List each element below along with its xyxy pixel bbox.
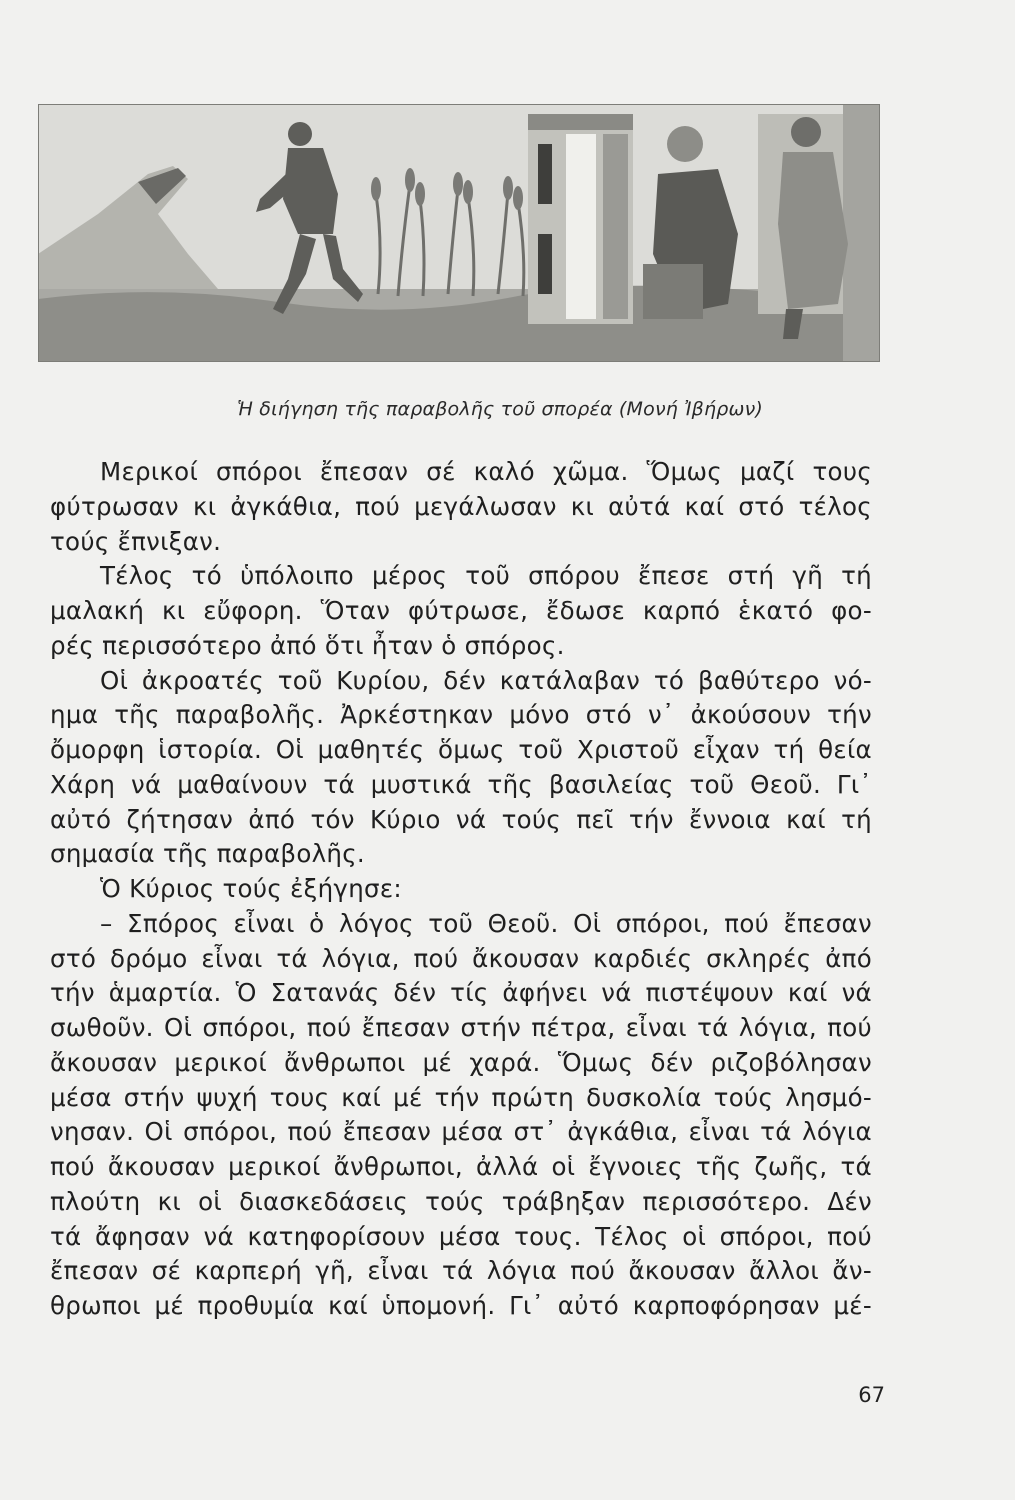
text-line: Οἱ ἀκροατές τοῦ Κυρίου, δέν κατάλαβαν τό βαθύτερο νό- [100, 665, 872, 695]
text-line: νησαν. Οἱ σπόροι, πού ἔπεσαν μέσα στ᾽ ἀγκάθια, εἶναι τά λόγια [50, 1117, 872, 1147]
text-line: αὐτό ζήτησαν ἀπό τόν Κύριο νά τούς πεῖ τήν ἔννοια καί τή [50, 804, 872, 834]
text-line: φύτρωσαν κι ἀγκάθια, πού μεγάλωσαν κι αὐτά καί στό τέλος [50, 491, 872, 521]
text-line: σωθοῦν. Οἱ σπόροι, πού ἔπεσαν στήν πέτρα, εἶναι τά λόγια, πού [50, 1013, 872, 1042]
text-line: Μερικοί σπόροι ἔπεσαν σέ καλό χῶμα. Ὅμως μαζί τους [100, 457, 872, 486]
text-line: Τέλος τό ὑπόλοιπο μέρος τοῦ σπόρου ἔπεσε στή γῆ τή [100, 561, 872, 591]
text-line: σημασία τῆς παραβολῆς. [50, 839, 366, 869]
text-line: ὄμορφη ἱστορία. Οἱ μαθητές ὅμως τοῦ Χριστοῦ εἶχαν τή θεία [50, 735, 872, 764]
text-line: ημα τῆς παραβολῆς. Ἀρκέστηκαν μόνο στό ν᾽ ἀκούσουν τήν [50, 700, 872, 730]
text-line: θρωποι μέ προθυμία καί ὑπομονή. Γι᾽ αὐτό καρποφόρησαν μέ- [50, 1291, 872, 1320]
parable-illustration [38, 104, 880, 362]
text-line: Χάρη νά μαθαίνουν τά μυστικά τῆς βασιλείας τοῦ Θεοῦ. Γι᾽ [50, 769, 872, 799]
text-line: – Σπόρος εἶναι ὁ λόγος τοῦ Θεοῦ. Οἱ σπόροι, πού ἔπεσαν [100, 908, 872, 938]
text-line: τά ἄφησαν νά κατηφορίσουν μέσα τους. Τέλος οἱ σπόροι, πού [50, 1221, 872, 1251]
text-line: ἔπεσαν σέ καρπερή γῆ, εἶναι τά λόγια πού ἄκουσαν ἄλλοι ἄν- [50, 1256, 872, 1286]
text-line: πλούτη κι οἱ διασκεδάσεις τούς τράβηξαν περισσότερο. Δέν [50, 1186, 872, 1216]
text-line: τήν ἁμαρτία. Ὁ Σατανάς δέν τίς ἀφήνει νά πιστέψουν καί νά [50, 978, 872, 1008]
text-line: τούς ἔπνιξαν. [50, 526, 222, 556]
text-line: ρές περισσότερο ἀπό ὅτι ἦταν ὁ σπόρος. [50, 630, 565, 660]
text-line: πού ἄκουσαν μερικοί ἄνθρωποι, ἀλλά οἱ ἔγνοιες τῆς ζωῆς, τά [50, 1152, 872, 1181]
page-number: 67 [858, 1383, 885, 1407]
text-line: ἄκουσαν μερικοί ἄνθρωποι μέ χαρά. Ὅμως δέν ριζοβόλησαν [50, 1047, 872, 1077]
body-text [50, 455, 872, 1324]
text-line: στό δρόμο εἶναι τά λόγια, πού ἄκουσαν καρδιές σκληρές ἀπό [50, 943, 872, 973]
text-line: μαλακή κι εὔφορη. Ὅταν φύτρωσε, ἔδωσε καρπό ἑκατό φο- [50, 596, 872, 625]
text-line: μέσα στήν ψυχή τους καί μέ τήν πρώτη δυσκολία τούς λησμό- [50, 1082, 872, 1112]
text-line: Ὁ Κύριος τούς ἐξήγησε: [100, 874, 402, 903]
illustration-artwork [38, 104, 880, 362]
figure-caption: Ἡ διήγηση τῆς παραβολῆς τοῦ σπορέα (Μονή Ἰβήρων) [236, 398, 764, 420]
